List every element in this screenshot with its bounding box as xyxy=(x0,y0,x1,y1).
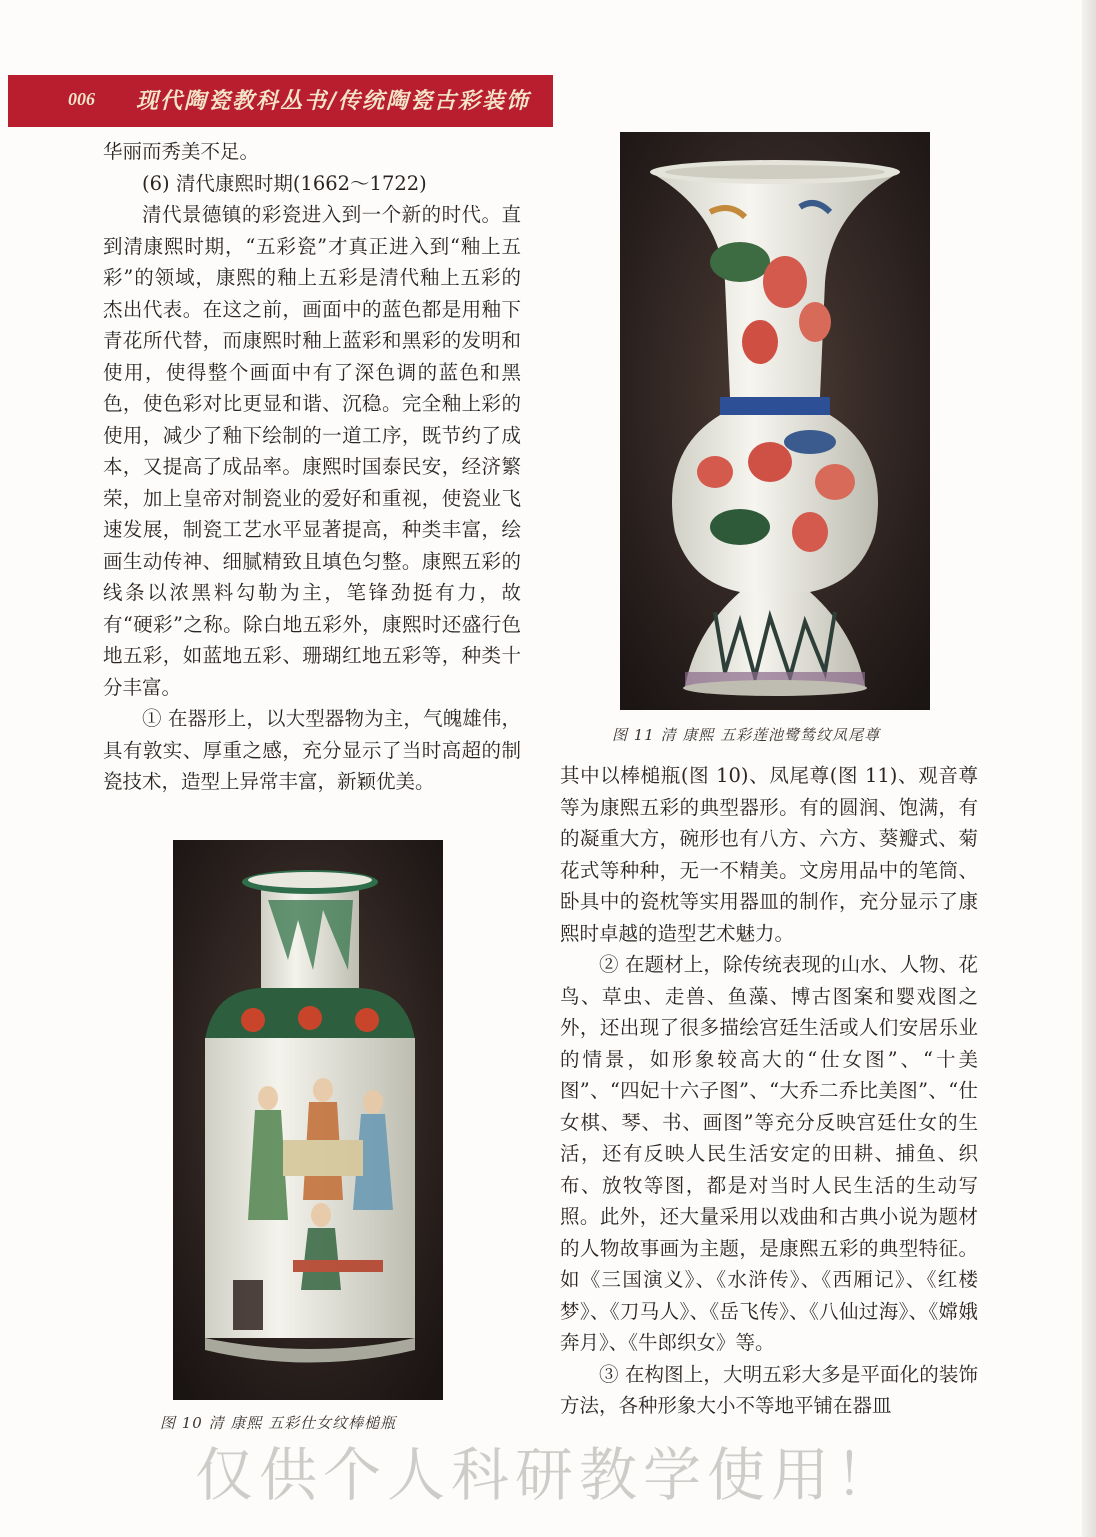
paragraph: 其中以棒槌瓶(图 10)、凤尾尊(图 11)、观音尊等为康熙五彩的典型器形。有的圆润、饱满，有的凝重大方，碗形也有八方、六方、葵瓣式、菊花式等种种，无一不精美。文房用品中的笔筒、卧具中的瓷枕等实用器皿的制作，充分显示了康熙时卓越的造型艺术魅力。 xyxy=(560,764,978,945)
left-column-text xyxy=(103,136,521,798)
running-header xyxy=(8,75,553,127)
right-column-text xyxy=(560,760,978,1422)
paragraph: 清代景德镇的彩瓷进入到一个新的时代。直到清康熙时期，“五彩瓷”才真正进入到“釉上五彩”的领域，康熙的釉上五彩是清代釉上五彩的杰出代表。在这之前，画面中的蓝色都是用釉下青花所代替，而康熙时釉上蓝彩和黑彩的发明和使用，使得整个画面中有了深色调的蓝色和黑色，使色彩对比更显和谐、沉稳。完全釉上彩的使用，减少了釉下绘制的一道工序，既节约了成本，又提高了成品率。康熙时国泰民安，经济繁荣，加上皇帝对制瓷业的爱好和重视，使瓷业飞速发展，制瓷工艺水平显著提高，种类丰富，绘画生动传神、细腻精致且填色匀整。康熙五彩的线条以浓黑料勾勒为主，笔锋劲挺有力，故有“硬彩”之称。除白地五彩外，康熙时还盛行色地五彩，如蓝地五彩、珊瑚红地五彩等，种类十分丰富。 xyxy=(103,203,521,699)
figure-10-caption: 图 10 清 康熙 五彩仕女纹棒槌瓶 xyxy=(160,1414,397,1432)
watermark: 仅供个人科研教学使用！ xyxy=(195,1441,900,1509)
paragraph: 华丽而秀美不足。 xyxy=(103,140,260,163)
page-number: 006 xyxy=(68,89,95,109)
figure-10-photo xyxy=(173,840,443,1400)
paragraph: ③ 在构图上，大明五彩大多是平面化的装饰方法，各种形象大小不等地平铺在器皿 xyxy=(560,1362,978,1417)
paragraph: ① 在器形上，以大型器物为主，气魄雄伟，具有敦实、厚重之感，充分显示了当时高超的制瓷技术，造型上异常丰富，新颖优美。 xyxy=(103,707,521,793)
page-edge xyxy=(1082,0,1096,1537)
section-heading: (6) 清代康熙时期(1662～1722) xyxy=(142,171,427,195)
paragraph: ② 在题材上，除传统表现的山水、人物、花鸟、草虫、走兽、鱼藻、博古图案和婴戏图之外，还出现了很多描绘宫廷生活或人们安居乐业的情景，如形象较高大的“仕女图”、“十美图”、“四妃十六子图”、“大乔二乔比美图”、“仕女棋、琴、书、画图”等充分反映宫廷仕女的生活，还有反映人民生活安定的田耕、捕鱼、织布、放牧等图，都是对当时人民生活的生动写照。此外，还大量采用以戏曲和古典小说为题材的人物故事画为主题，是康熙五彩的典型特征。如《三国演义》、《水浒传》、《西厢记》、《红楼梦》、《刀马人》、《岳飞传》、《八仙过海》、《嫦娥奔月》、《牛郎织女》等。 xyxy=(560,953,978,1354)
figure-11-photo xyxy=(620,132,930,710)
series-title: 现代陶瓷教科丛书/传统陶瓷古彩装饰 xyxy=(136,88,531,114)
figure-11-caption: 图 11 清 康熙 五彩莲池鹭鸶纹凤尾尊 xyxy=(612,726,881,744)
